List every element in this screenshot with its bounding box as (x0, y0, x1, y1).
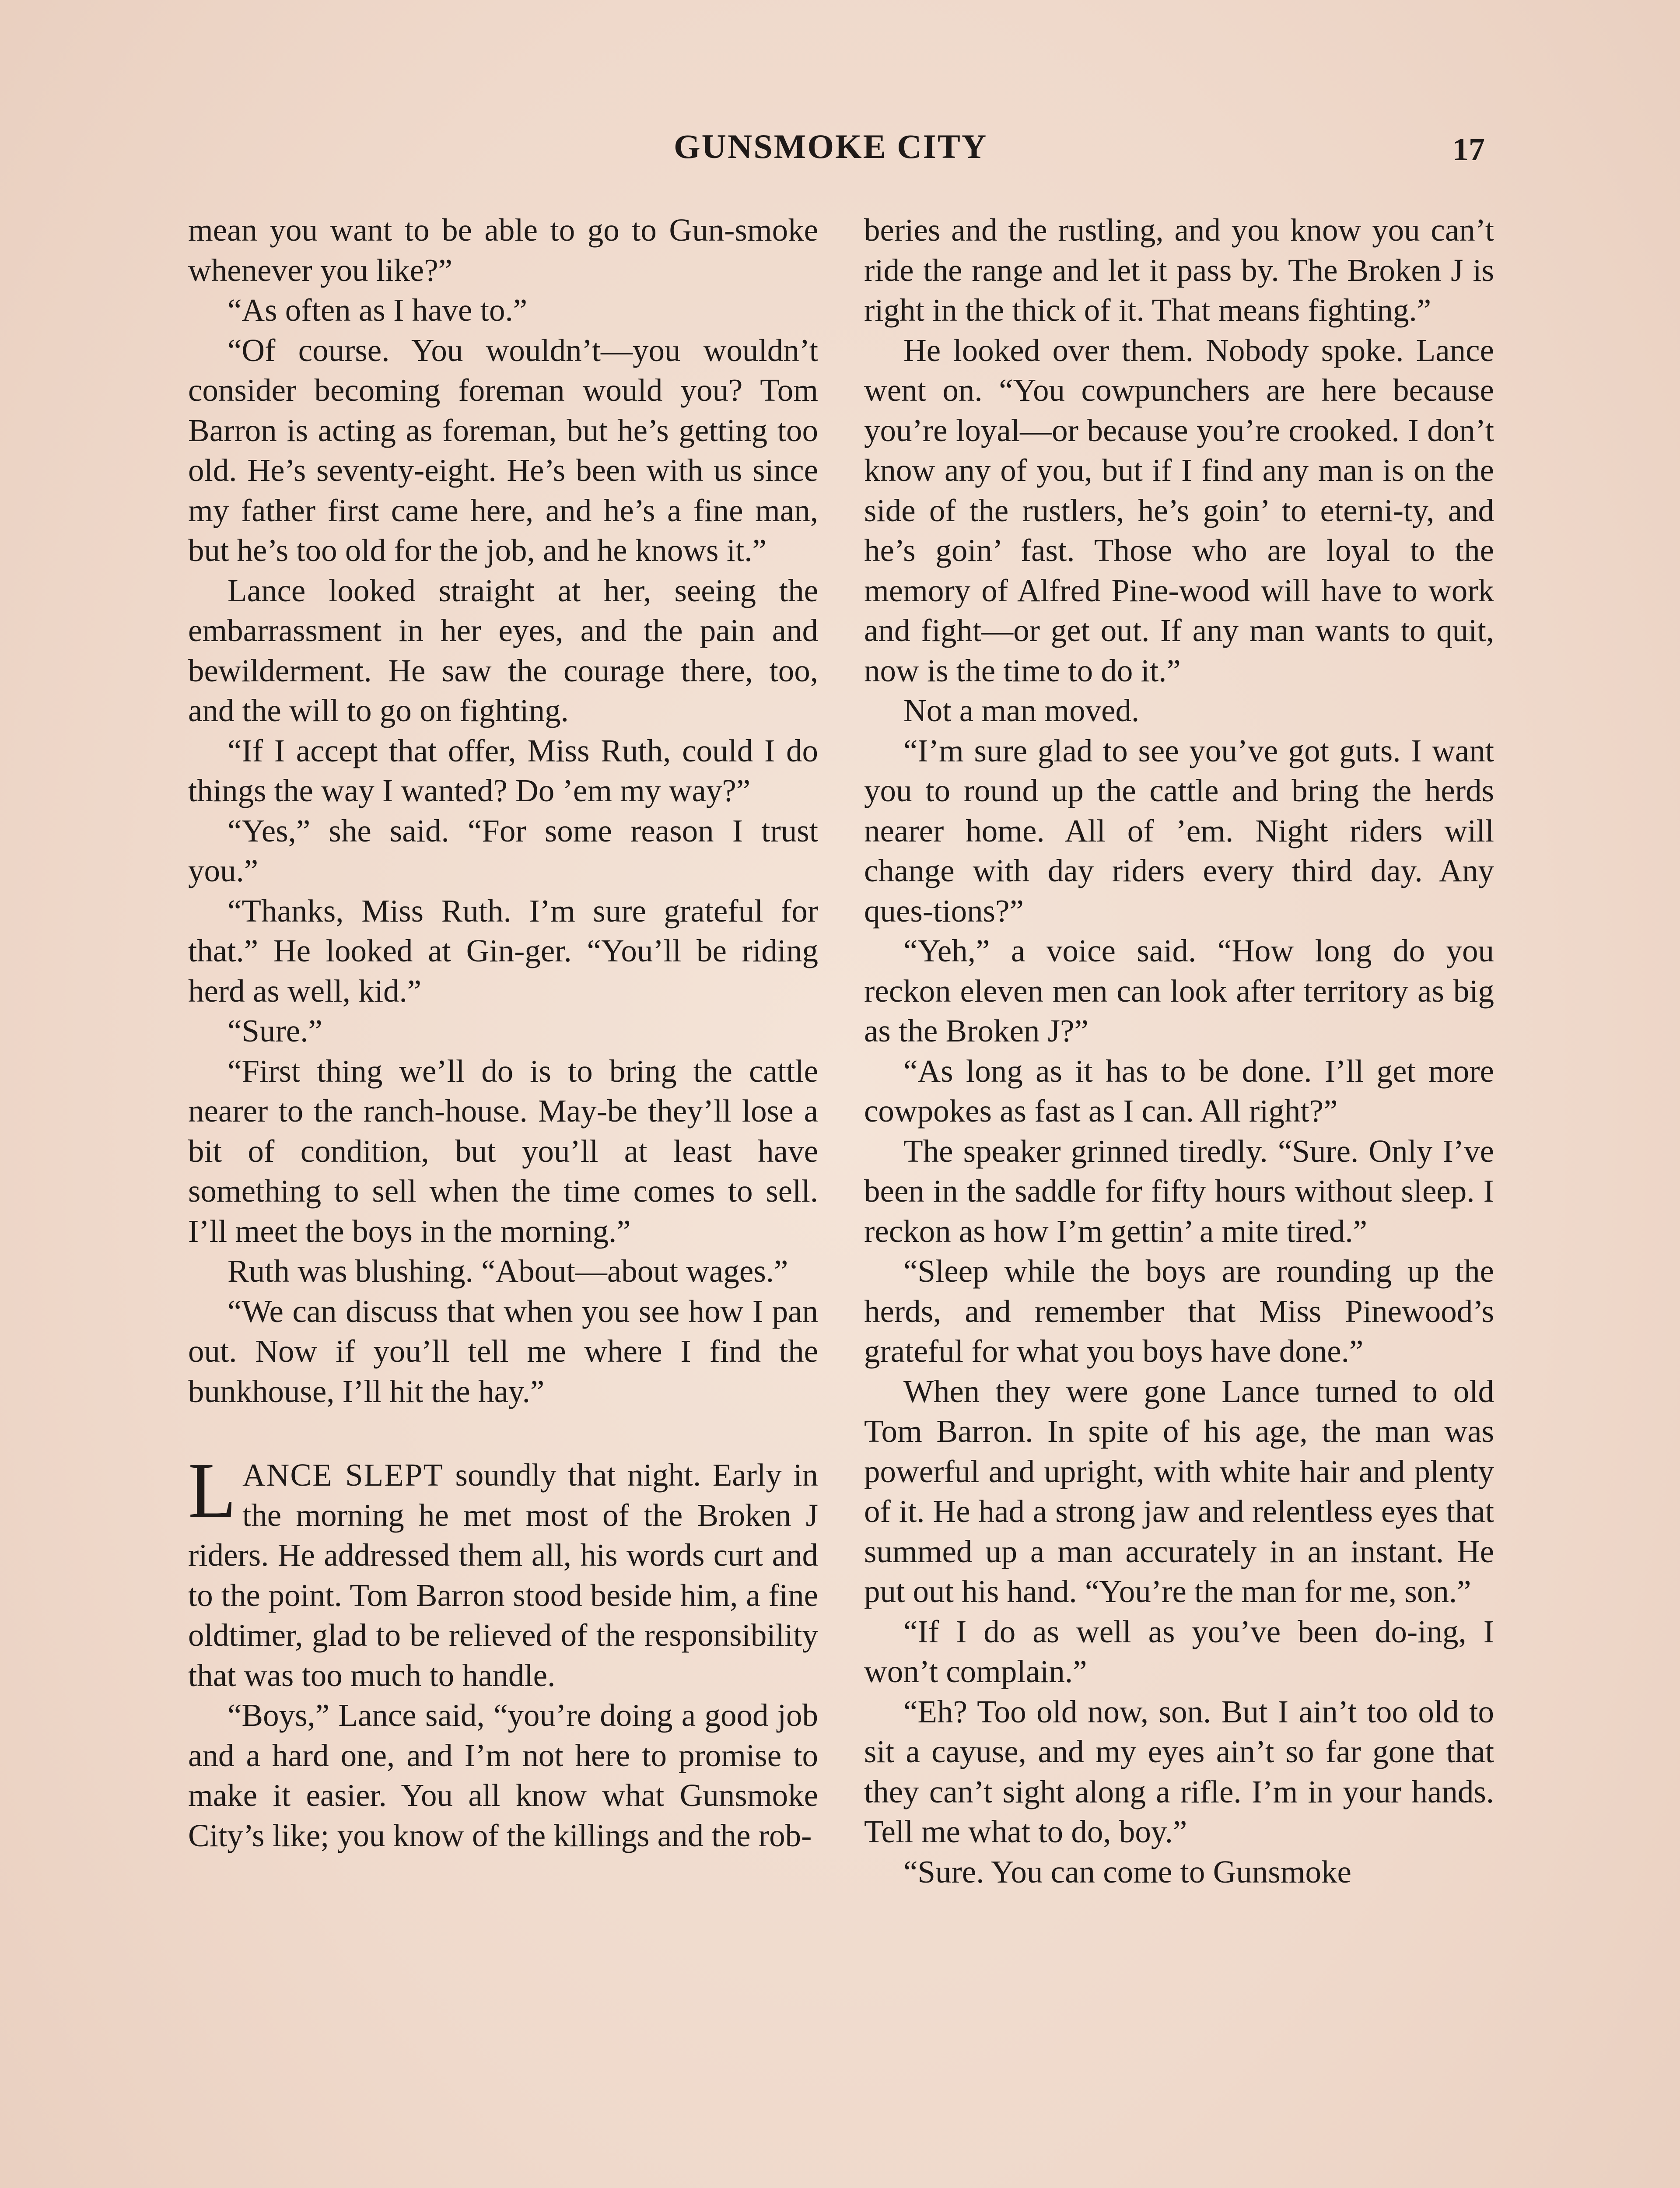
paragraph: “Sleep while the boys are rounding up the herds, and remember that Miss Pinewood’s grateful for what you boys have done.” (864, 1253, 1494, 1369)
paragraph: When they were gone Lance turned to old Tom Barron. In spite of his age, the man was powerful and upright, with white hair and plenty of it. He had a strong jaw and relentless eyes that summed up a man accurately in an instant. He put out his hand. “You’re the man for me, son.” (864, 1373, 1494, 1609)
paragraph: “Sure.” (228, 1013, 322, 1048)
paragraph: beries and the rustling, and you know you can’t ride the range and let it pass by. The Broken J is right in the thick of it. That means fighting.” (864, 212, 1494, 328)
right-column (864, 210, 1494, 1892)
left-column (188, 210, 818, 1855)
paragraph: “Yes,” she said. “For some reason I trust you.” (188, 813, 818, 888)
paragraph: “Thanks, Miss Ruth. I’m sure grateful for that.” He looked at Gin-ger. “You’ll be riding herd as well, kid.” (188, 893, 818, 1009)
paragraph: “Eh? Too old now, son. But I ain’t too old to sit a cayuse, and my eyes ain’t so far gone that they can’t sight along a rifle. I’m in your hands. Tell me what to do, boy.” (864, 1694, 1494, 1849)
paragraph: “If I accept that offer, Miss Ruth, could I do things the way I wanted? Do ’em my way?” (188, 733, 818, 808)
paragraph: Ruth was blushing. “About—about wages.” (228, 1253, 788, 1289)
section-break (188, 1411, 818, 1455)
page-number: 17 (1452, 132, 1485, 168)
drop-cap: L (188, 1447, 236, 1534)
paragraph: “Sure. You can come to Gunsmoke (903, 1854, 1351, 1890)
paragraph: “We can discuss that when you see how I pan out. Now if you’ll tell me where I find the bunkhouse, I’ll hit the hay.” (188, 1293, 818, 1409)
paragraph: “As long as it has to be done. I’ll get more cowpokes as fast as I can. All right?” (864, 1053, 1494, 1129)
paragraph: “I’m sure glad to see you’ve got guts. I want you to round up the cattle and bring the herds nearer home. All of ’em. Night riders will change with day riders every third day. Any ques-tions?” (864, 733, 1494, 929)
paragraph: “First thing we’ll do is to bring the cattle nearer to the ranch-house. May-be they’ll lose a bit of condition, but you’ll at least have something to sell when the time comes to sell. I’ll meet the boys in the morning.” (188, 1053, 818, 1249)
paragraph: He looked over them. Nobody spoke. Lance went on. “You cowpunchers are here because you’re loyal—or because you’re crooked. I don’t know any of you, but if I find any man is on the side of the rustlers, he’s goin’ to eterni-ty, and he’s goin’ fast. Those who are loyal to the memory of Alfred Pine-wood will have to work and fight—or get out. If any man wants to quit, now is the time to do it.” (864, 332, 1494, 688)
paragraph: “Boys,” Lance said, “you’re doing a good job and a hard one, and I’m not here to promise to make it easier. You all know what Gunsmoke City’s like; you know of the killings and the rob- (188, 1697, 818, 1853)
small-caps-lead: ANCE SLEPT (242, 1457, 444, 1493)
paragraph: “Yeh,” a voice said. “How long do you reckon eleven men can look after territory as big as the Broken J?” (864, 933, 1494, 1048)
paragraph: “As often as I have to.” (228, 292, 528, 328)
paragraph-text: soundly that night. Early in the morning he met most of the Broken J riders. He addressed them all, his words curt and to the point. Tom Barron stood beside him, a fine oldtimer, glad to be relieved of the responsibility that was too much to handle. (188, 1457, 818, 1693)
running-title: GUNSMOKE CITY (674, 127, 988, 165)
paragraph: Lance looked straight at her, seeing the embarrassment in her eyes, and the pain and bewilderment. He saw the courage there, too, and the will to go on fighting. (188, 572, 818, 728)
paragraph: “If I do as well as you’ve been do-ing, I won’t complain.” (864, 1613, 1494, 1689)
paragraph: mean you want to be able to go to Gun-smoke whenever you like?” (188, 212, 818, 288)
paragraph: “Of course. You wouldn’t—you wouldn’t consider becoming foreman would you? Tom Barron is acting as foreman, but he’s getting too old. He’s seventy-eight. He’s been with us since my father first came here, and he’s a fine man, but he’s too old for the job, and he knows it.” (188, 332, 818, 568)
paragraph: The speaker grinned tiredly. “Sure. Only I’ve been in the saddle for fifty hours without sleep. I reckon as how I’m gettin’ a mite tired.” (864, 1133, 1494, 1249)
section-opening-paragraph (188, 1447, 818, 1695)
paragraph: Not a man moved. (903, 693, 1140, 728)
